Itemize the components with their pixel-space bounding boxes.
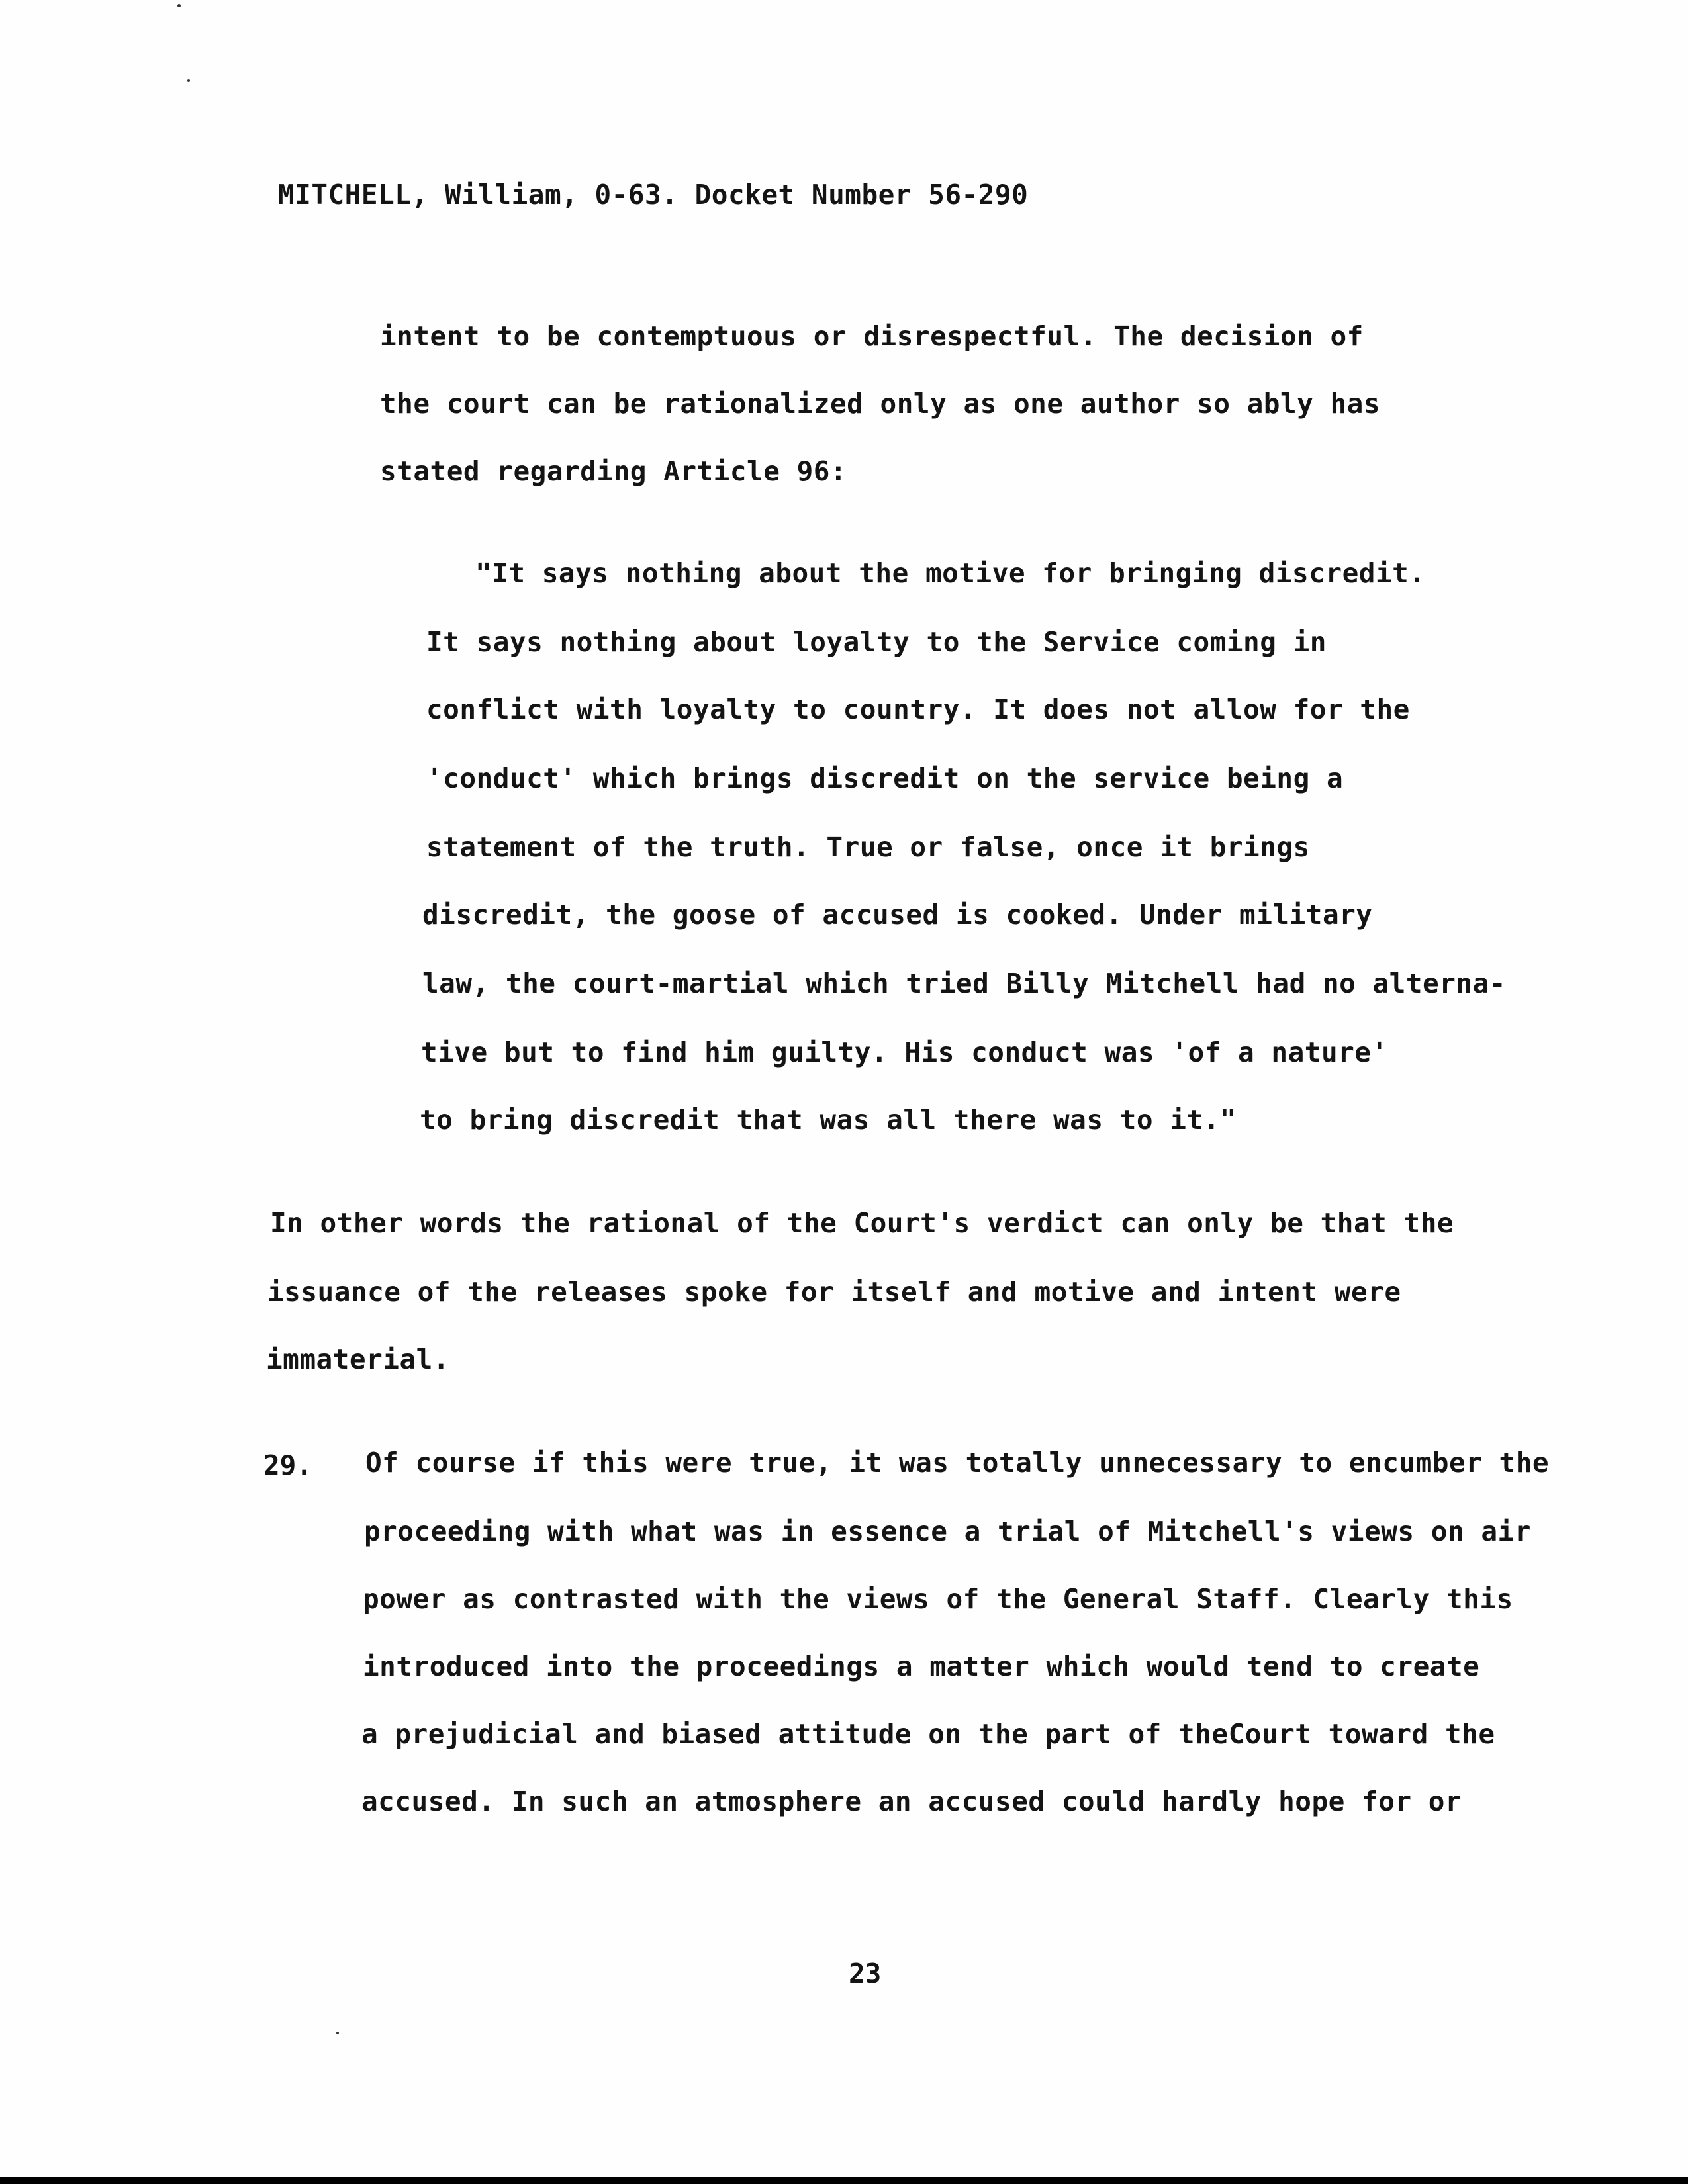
paragraph-line: power as contrasted with the views of the General Staff. Clearly this [363,1583,1513,1615]
quote-line: conflict with loyalty to country. It does not allow for the [426,694,1410,725]
paragraph-line: accused. In such an atmosphere an accused could hardly hope for or [361,1786,1462,1817]
scan-bottom-edge [0,2177,1688,2184]
quote-line: to bring discredit that was all there was to it." [420,1104,1237,1136]
quote-line: "It says nothing about the motive for bringing discredit. [475,557,1426,589]
quote-line: discredit, the goose of accused is cooked. Under military [422,899,1373,931]
quote-line: It says nothing about loyalty to the Service coming in [426,626,1327,658]
paragraph-line: introduced into the proceedings a matter which would tend to create [363,1651,1480,1682]
scan-speck [177,4,181,7]
quote-line: tive but to find him guilty. His conduct was 'of a nature' [421,1036,1388,1068]
paragraph-line: proceeding with what was in essence a trial of Mitchell's views on air [364,1516,1531,1547]
paragraph-line: a prejudicial and biased attitude on the part of theCourt toward the [361,1718,1495,1750]
scan-speck [187,79,190,82]
intro-line: stated regarding Article 96: [380,455,847,487]
summary-line: In other words the rational of the Court's verdict can only be that the [270,1207,1454,1239]
summary-line: immaterial. [266,1343,450,1375]
page-number: 23 [849,1958,882,1989]
paragraph-line: Of course if this were true, it was totally unnecessary to encumber the [365,1447,1550,1479]
quote-line: law, the court-martial which tried Billy Mitchell had no alterna- [422,968,1506,999]
quote-line: statement of the truth. True or false, once it brings [426,831,1310,863]
quote-line: 'conduct' which brings discredit on the service being a [426,762,1344,794]
summary-line: issuance of the releases spoke for itself and motive and intent were [267,1276,1401,1308]
docket-header: MITCHELL, William, 0-63. Docket Number 56-290 [278,179,1029,210]
intro-line: intent to be contemptuous or disrespectful. The decision of [380,320,1364,352]
scan-speck [336,2032,339,2034]
paragraph-number: 29. [263,1449,313,1481]
intro-line: the court can be rationalized only as one author so ably has [380,388,1381,420]
